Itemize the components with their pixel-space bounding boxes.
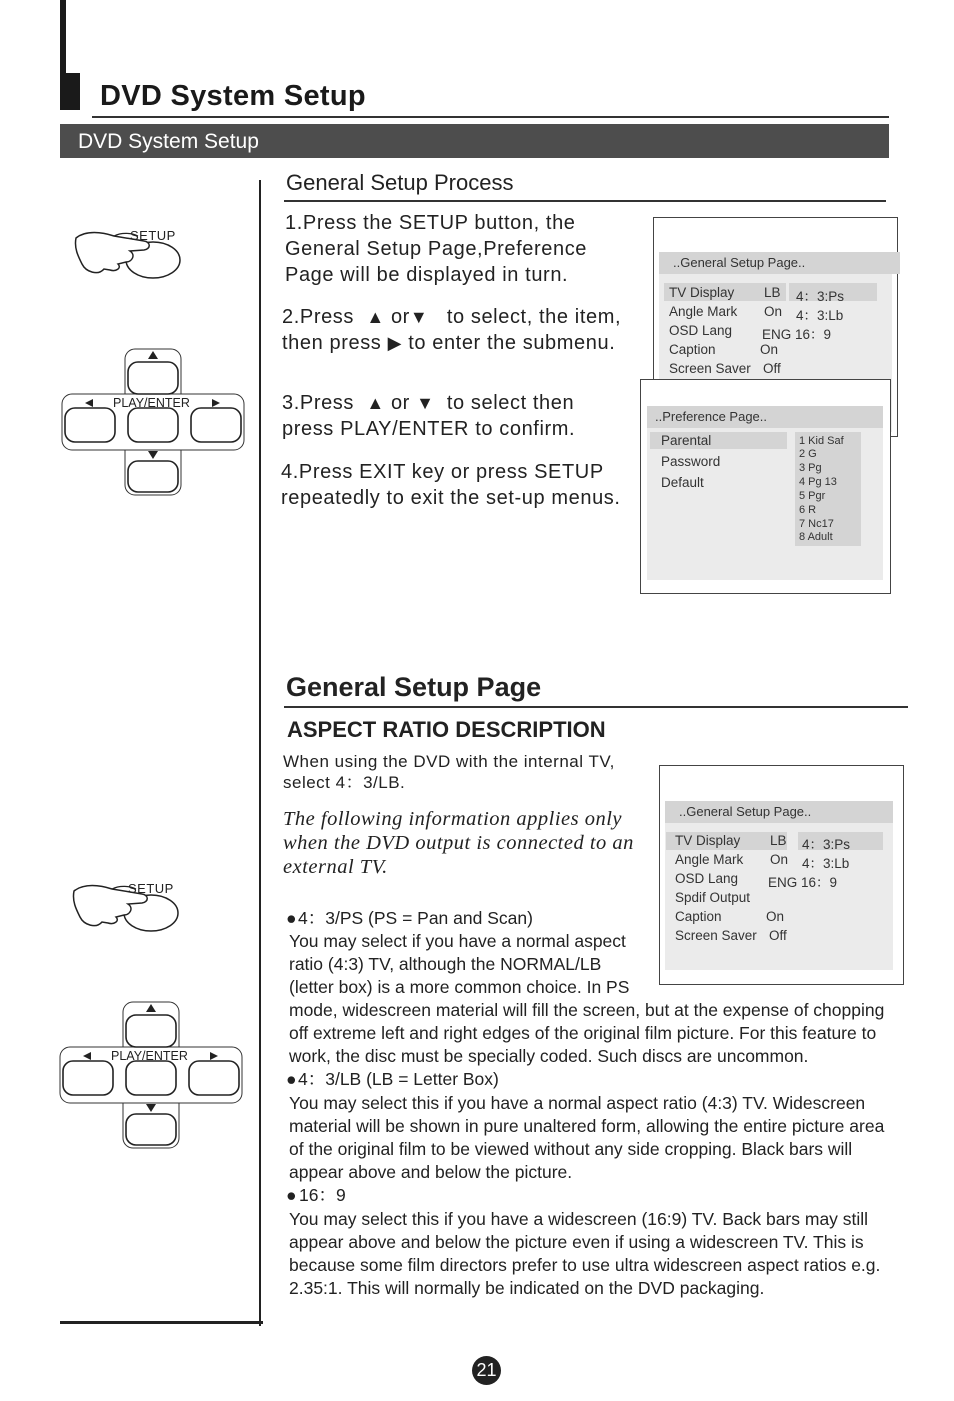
osd-rating-option: 3 Pg	[799, 462, 822, 474]
osd-row-value: On	[764, 304, 783, 319]
bullet-1-line: mode, widescreen material will fill the screen, but at the expense of chopping	[289, 1000, 885, 1020]
osd-title: ..Preference Page..	[647, 406, 883, 428]
osd-row-label: TV Display	[669, 285, 735, 300]
osd-menu-item: Default	[661, 475, 704, 490]
osd-rating-option: 4 Pg 13	[799, 476, 837, 488]
osd-row-value: Off	[763, 361, 781, 376]
bullet-2-title: 4：3/LB (LB = Letter Box)	[298, 1069, 499, 1089]
bullet-2-line: of the original film to be viewed without any side cropping. Black bars will	[289, 1139, 853, 1159]
bullet-2-line: You may select this if you have a normal aspect ratio (4:3) TV. Widescreen	[289, 1093, 866, 1113]
osd-row-label: OSD Lang	[675, 871, 739, 886]
osd-row-label: Screen Saver	[669, 361, 751, 376]
up-triangle-icon: ▲	[366, 307, 385, 327]
osd-row-label: Angle Mark	[669, 304, 738, 319]
osd-menu-item: Password	[661, 454, 721, 469]
osd-row-label: Caption	[675, 909, 722, 924]
left-column-bottom-rule	[60, 1321, 263, 1324]
osd-rating-option: 8 Adult	[799, 531, 833, 543]
osd-row-value: Off	[769, 928, 787, 943]
osd-menu-item: Parental	[661, 433, 712, 448]
osd-row-label: Angle Mark	[675, 852, 744, 867]
page-number: 21	[472, 1356, 501, 1385]
heading-rule	[284, 706, 908, 708]
bullet-1-line: ratio (4:3) TV, although the NORMAL/LB	[289, 954, 602, 974]
osd-general-setup-2	[659, 765, 904, 985]
intro-text: When using the DVD with the internal TV, select 4：3/LB.	[283, 752, 615, 792]
down-triangle-icon: ▼	[416, 393, 435, 413]
bullet-3-line: You may select this if you have a widescreen (16:9) TV. Back bars may still	[289, 1209, 869, 1229]
dpad-illustration	[60, 346, 246, 498]
osd-row-value: LB	[764, 285, 781, 300]
osd-row-option: 4：3:Ps	[796, 289, 845, 304]
step-4: 4.Press EXIT key or press SETUP repeatedly to exit the set-up menus.	[281, 461, 621, 509]
bullet-1-title: 4：3/PS (PS = Pan and Scan)	[298, 908, 533, 928]
osd-rating-option: 5 Pgr	[799, 490, 826, 502]
bullet-3-title: 16：9	[299, 1185, 346, 1205]
osd-row-label: OSD Lang	[669, 323, 733, 338]
osd-row-option: 4：3:Lb	[796, 308, 844, 323]
bullet-dot-icon: ●	[286, 908, 297, 928]
setup-label: SETUP	[130, 228, 176, 243]
external-tv-note: The following information applies only when the DVD output is connected to an external TV.	[283, 808, 634, 878]
dpad-illustration	[58, 999, 244, 1151]
left-column-divider	[259, 180, 261, 1326]
title-rule	[92, 116, 889, 118]
bullet-dot-icon: ●	[286, 1185, 297, 1205]
osd-row-label: TV Display	[675, 833, 741, 848]
bullet-1-line: You may select if you have a normal aspect	[289, 931, 626, 951]
osd-row-label: Caption	[669, 342, 716, 357]
step-1: 1.Press the SETUP button, the General Setup Page,Preference Page will be displayed in turn.	[285, 212, 588, 286]
osd-row-value: ENG 16：9	[762, 327, 832, 342]
osd-row-value: On	[766, 909, 785, 924]
aspect-ratio-heading: ASPECT RATIO DESCRIPTION	[287, 717, 606, 742]
down-triangle-icon: ▼	[409, 307, 429, 327]
heading-rule	[284, 200, 886, 202]
setup-label: SETUP	[128, 881, 174, 896]
bullet-1-line: work, the disc must be specially coded. Such discs are uncommon.	[289, 1046, 809, 1066]
osd-row-value: LB	[770, 833, 787, 848]
page-title: DVD System Setup	[100, 80, 366, 112]
osd-row-label: Spdif Output	[675, 890, 751, 905]
play-enter-label: PLAY/ENTER	[111, 1049, 188, 1063]
general-setup-process-heading: General Setup Process	[286, 170, 514, 195]
osd-row-option: 4：3:Lb	[802, 856, 850, 871]
osd-title: ..General Setup Page..	[659, 252, 900, 274]
bullet-dot-icon: ●	[286, 1069, 297, 1089]
osd-rating-option: 2 G	[799, 448, 817, 460]
general-setup-page-heading: General Setup Page	[286, 672, 542, 702]
osd-rating-option: 7 Nc17	[799, 518, 834, 530]
up-triangle-icon: ▲	[366, 393, 385, 413]
step-2: 2.Press ▲ or▼ to select, the item, then press ▶ to enter the submenu.	[282, 306, 622, 354]
right-triangle-icon: ▶	[387, 333, 403, 353]
bullet-1-line: off extreme left and right edges of the original film picture. For this feature to	[289, 1023, 877, 1043]
osd-row-value: On	[770, 852, 789, 867]
osd-row-value: ENG 16：9	[768, 875, 838, 890]
osd-row-option: 4：3:Ps	[802, 837, 851, 852]
bullet-3-line: appear above and below the picture even if using a widescreen TV. This is	[289, 1232, 864, 1252]
osd-title: ..General Setup Page..	[665, 801, 893, 823]
osd-row-label: Screen Saver	[675, 928, 757, 943]
osd-rating-option: 6 R	[799, 504, 817, 516]
bullet-3-line: 2.35:1. This will normally be indicated on the DVD packaging.	[289, 1278, 765, 1298]
osd-row-value: On	[760, 342, 779, 357]
bullet-1-line: (letter box) is a more common choice. In PS	[289, 977, 630, 997]
bullet-2-line: material will be shown in pure unaltered form, allowing the entire picture area	[289, 1116, 885, 1136]
bullet-2-line: appear above and below the picture.	[289, 1162, 573, 1182]
osd-rating-option: 1 Kid Saf	[799, 435, 844, 447]
section-band-label: DVD System Setup	[78, 130, 259, 153]
play-enter-label: PLAY/ENTER	[113, 396, 190, 410]
osd-preference-page	[640, 379, 891, 594]
bullet-3-line: because some film directors prefer to use ultra widescreen aspect ratios e.g.	[289, 1255, 881, 1275]
header-block	[60, 73, 80, 110]
step-3: 3.Press ▲ or ▼ to select then press PLAY/ENTER to confirm.	[282, 392, 576, 440]
section-band	[60, 124, 889, 158]
